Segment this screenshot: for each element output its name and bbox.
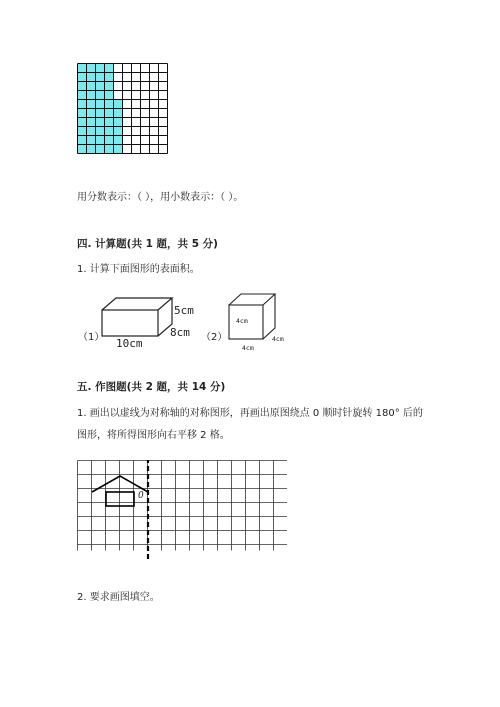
shaded-cell bbox=[87, 82, 96, 91]
shaded-cell bbox=[87, 145, 96, 154]
shaded-cell bbox=[105, 91, 114, 100]
section-4-title: 四. 计算题(共 1 题，共 5 分) bbox=[77, 238, 218, 250]
shaded-cell bbox=[87, 73, 96, 82]
shaded-cell bbox=[105, 100, 114, 109]
shaded-cell bbox=[96, 145, 105, 154]
shaded-cell bbox=[78, 118, 87, 127]
shaded-cell bbox=[87, 91, 96, 100]
shaded-cell bbox=[114, 118, 123, 127]
cuboid-front-face bbox=[102, 310, 158, 336]
shaded-cell bbox=[87, 136, 96, 145]
shaded-cell bbox=[105, 109, 114, 118]
shaded-cell bbox=[87, 100, 96, 109]
shaded-cell bbox=[105, 136, 114, 145]
shaded-cell bbox=[105, 73, 114, 82]
dim-depth-label: 8cm bbox=[170, 326, 190, 339]
cuboid-top-face bbox=[102, 298, 172, 310]
cube-top-face bbox=[229, 294, 275, 305]
shaded-cell bbox=[87, 64, 96, 73]
shaded-cell bbox=[96, 73, 105, 82]
question-5-1-line-2: 图形，将所得图形向右平移 2 格。 bbox=[77, 430, 230, 441]
shaded-cell bbox=[105, 118, 114, 127]
shaded-cell bbox=[96, 100, 105, 109]
shaded-cell bbox=[78, 109, 87, 118]
house-body bbox=[106, 492, 134, 506]
cube-front-dim-label: 4cm bbox=[236, 317, 248, 325]
dim-length-label: 10cm bbox=[116, 337, 143, 350]
shaded-cell bbox=[87, 127, 96, 136]
shaded-cell bbox=[105, 64, 114, 73]
shaded-cell bbox=[114, 109, 123, 118]
shaded-cell bbox=[78, 100, 87, 109]
fraction-decimal-prompt: 用分数表示：（ ），用小数表示：（ ）。 bbox=[77, 192, 244, 203]
shaded-cell bbox=[114, 136, 123, 145]
shaded-cell bbox=[78, 73, 87, 82]
shaded-cell bbox=[96, 127, 105, 136]
figure-2-label: （2） bbox=[201, 332, 228, 343]
shaded-cell bbox=[105, 82, 114, 91]
shaded-cell bbox=[78, 82, 87, 91]
shaded-cell bbox=[114, 100, 123, 109]
shaded-cell bbox=[78, 64, 87, 73]
rotation-point-label: 0 bbox=[138, 491, 144, 501]
shaded-cell bbox=[105, 145, 114, 154]
shaded-cell bbox=[96, 82, 105, 91]
section-5-title: 五. 作图题(共 2 题，共 14 分) bbox=[77, 381, 226, 393]
question-4-1: 1. 计算下面图形的表面积。 bbox=[77, 264, 200, 275]
shaded-cell bbox=[105, 127, 114, 136]
shaded-cell bbox=[78, 91, 87, 100]
shaded-cell bbox=[96, 109, 105, 118]
house-roof bbox=[92, 476, 148, 492]
question-5-2: 2. 要求画图填空。 bbox=[77, 592, 160, 603]
shaded-cell bbox=[87, 118, 96, 127]
cube-figure bbox=[226, 291, 278, 343]
shaded-cell bbox=[87, 109, 96, 118]
shaded-cell bbox=[96, 136, 105, 145]
question-5-1-line-1: 1. 画出以虚线为对称轴的对称图形，再画出原图绕点 0 顺时针旋转 180° 后的 bbox=[77, 408, 423, 419]
shaded-cell bbox=[78, 145, 87, 154]
shaded-cell bbox=[114, 127, 123, 136]
cube-side-face bbox=[263, 294, 275, 339]
shaded-cell bbox=[78, 136, 87, 145]
hundred-grid bbox=[77, 63, 169, 155]
cube-side-dim-label: 4cm bbox=[272, 335, 284, 343]
dim-height-label: 5cm bbox=[174, 304, 194, 317]
figure-1-label: （1） bbox=[78, 332, 105, 343]
shaded-cell bbox=[96, 91, 105, 100]
drawing-grid bbox=[77, 460, 287, 560]
shaded-cell bbox=[78, 127, 87, 136]
shaded-cell bbox=[114, 145, 123, 154]
shaded-cell bbox=[96, 118, 105, 127]
shaded-cell bbox=[96, 64, 105, 73]
cube-bottom-dim-label: 4cm bbox=[242, 344, 254, 352]
